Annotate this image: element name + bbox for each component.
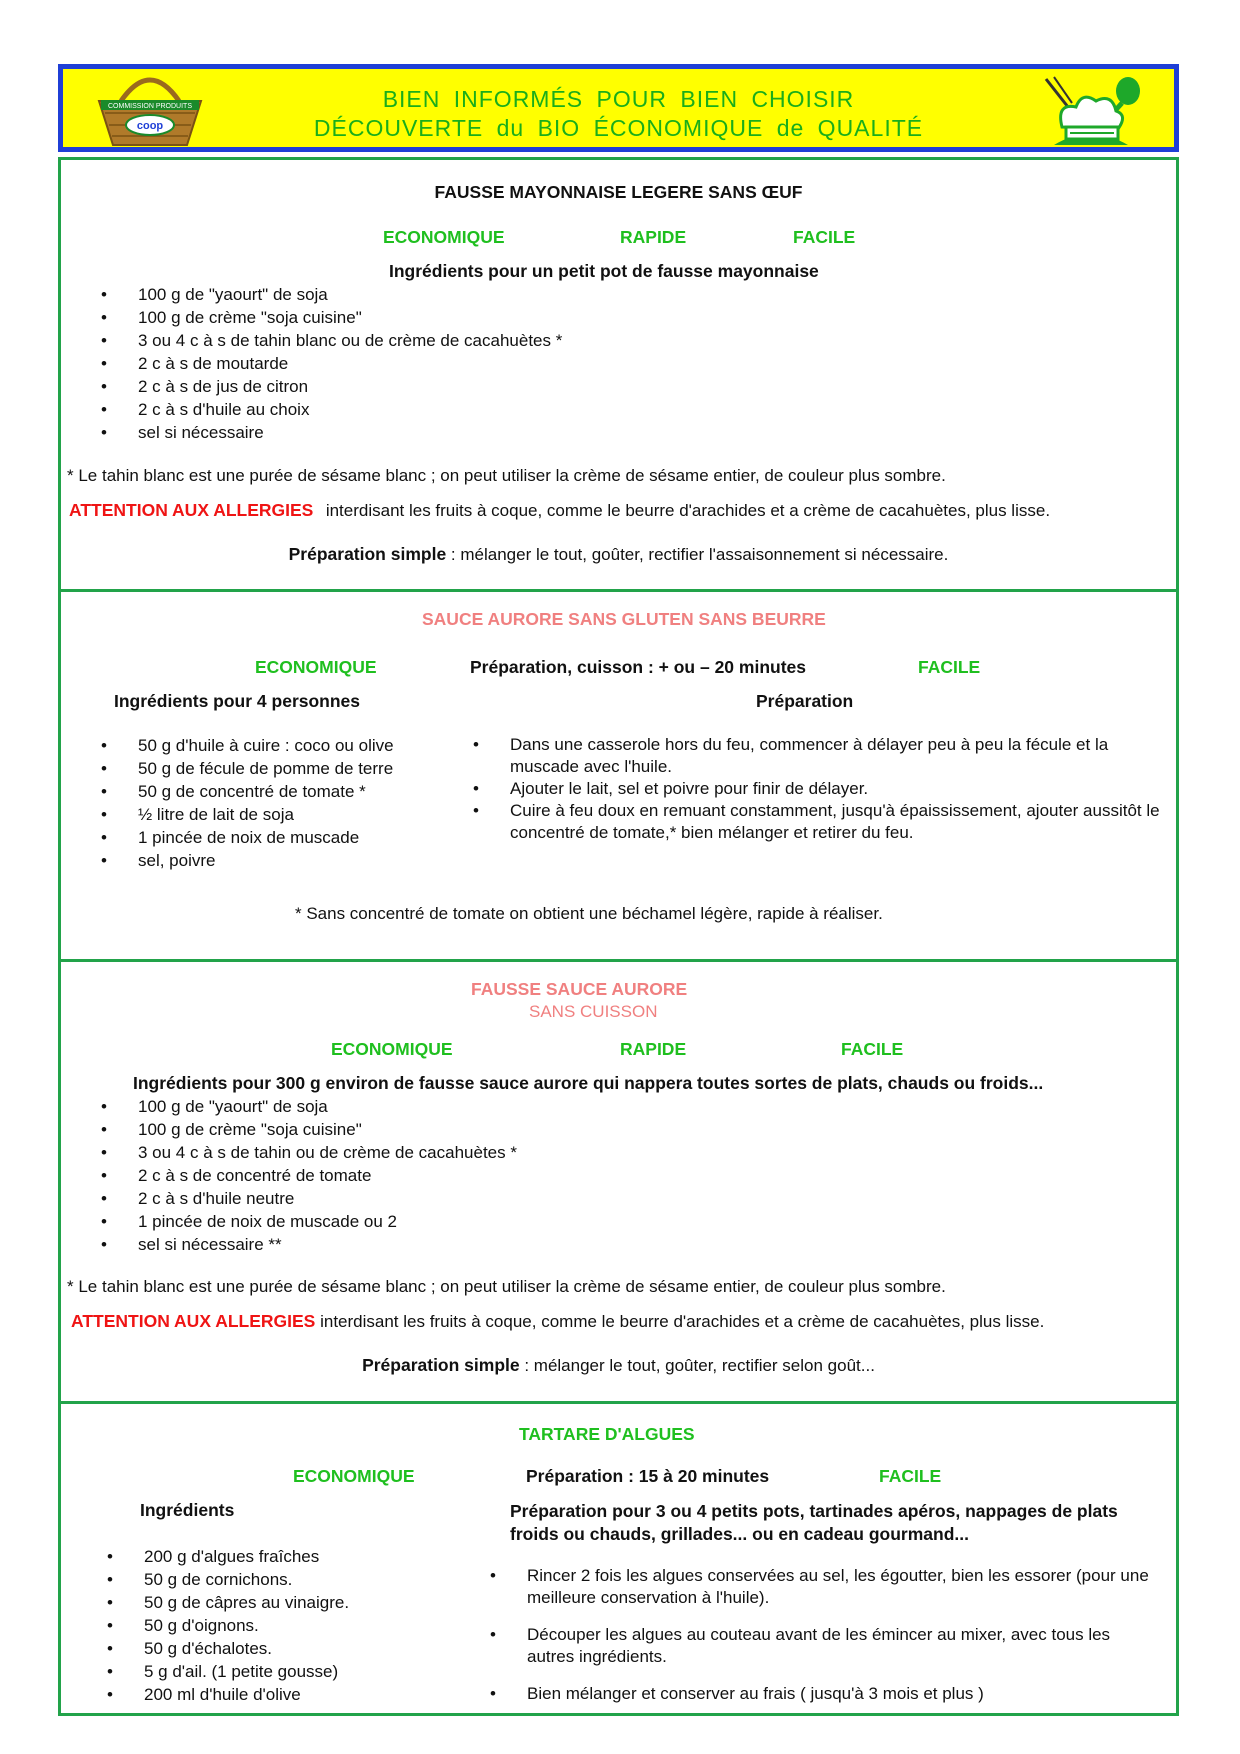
recipe2-tag-facile: FACILE: [918, 657, 981, 677]
prep-label: Préparation simple: [288, 544, 447, 564]
recipe1-tag-rapide: RAPIDE: [620, 227, 687, 247]
list-item: • 50 g de fécule de pomme de terre: [101, 757, 394, 780]
logo-left-text1: COMMISSION PRODUITS: [107, 103, 193, 110]
recipe1-ingredients-title: Ingrédients pour un petit pot de fausse mayonnaise: [389, 261, 819, 281]
list-item: • ½ litre de lait de soja: [101, 803, 394, 826]
recipe3-tag-rapide: RAPIDE: [620, 1039, 687, 1059]
list-item: • sel si nécessaire **: [101, 1233, 517, 1256]
recipe1-note: * Le tahin blanc est une purée de sésame blanc ; on peut utiliser la crème de sésame entier, de couleur plus sombre.: [67, 466, 946, 485]
recipe-sauce-aurore: [58, 592, 1179, 962]
list-item: • 1 pincée de noix de muscade ou 2: [101, 1210, 517, 1233]
list-item: • sel si nécessaire: [101, 421, 562, 444]
prep-label: Préparation simple: [362, 1355, 520, 1375]
recipe4-ingredients-list: [107, 1545, 349, 1706]
recipe3-ingredients-title: Ingrédients pour 300 g environ de fausse sauce aurore qui nappera toutes sortes de plats, chauds ou froids...: [133, 1073, 1044, 1093]
list-item: • 1 pincée de noix de muscade: [101, 826, 394, 849]
recipe-fausse-sauce-aurore: [58, 962, 1179, 1404]
recipe4-prep-title: Préparation pour 3 ou 4 petits pots, tartinades apéros, nappages de plats froids ou chauds, grillades... ou en cadeau gourmand...: [510, 1501, 1118, 1544]
recipe2-ingredients-list: [101, 734, 394, 872]
allergy-warning-text: interdisant les fruits à coque, comme le beurre d'arachides et a crème de cacahuètes, plus lisse.: [315, 1312, 1045, 1331]
list-item: • 100 g de "yaourt" de soja: [101, 1095, 517, 1118]
list-item: • 50 g de câpres au vinaigre.: [107, 1591, 349, 1614]
recipe2-note: * Sans concentré de tomate on obtient une béchamel légère, rapide à réaliser.: [295, 904, 883, 923]
list-item: • Découper les algues au couteau avant de les émincer au mixer, avec tous les autres ingrédients.: [490, 1624, 1160, 1668]
recipe1-tag-economique: ECONOMIQUE: [383, 227, 505, 247]
recipe-tartare-algues: [58, 1404, 1179, 1716]
chef-hat-cutlery-icon: [1032, 73, 1148, 151]
list-item: • Dans une casserole hors du feu, commencer à délayer peu à peu la fécule et la muscade avec l'huile.: [473, 734, 1168, 778]
recipe1-prep-line: [61, 544, 1176, 565]
recipe2-steps-list: [473, 734, 1168, 844]
list-item: • 3 ou 4 c à s de tahin blanc ou de crème de cacahuètes *: [101, 329, 562, 352]
recipe4-steps-list: [490, 1565, 1160, 1705]
prep-text: : mélanger le tout, goûter, rectifier selon goût...: [519, 1356, 875, 1375]
header-line1: BIEN INFORMÉS POUR BIEN CHOISIR: [382, 86, 855, 112]
recipe2-title: SAUCE AURORE SANS GLUTEN SANS BEURRE: [422, 609, 826, 629]
recipe2-ingredients-title: Ingrédients pour 4 personnes: [114, 691, 361, 711]
recipe4-title: TARTARE D'ALGUES: [519, 1424, 695, 1444]
list-item: • 100 g de crème "soja cuisine": [101, 1118, 517, 1141]
allergy-warning-text: interdisant les fruits à coque, comme le beurre d'arachides et a crème de cacahuètes, plus lisse.: [325, 501, 1051, 520]
page-header: [58, 64, 1179, 152]
list-item: • 2 c à s de concentré de tomate: [101, 1164, 517, 1187]
prep-text: : mélanger le tout, goûter, rectifier l'assaisonnement si nécessaire.: [446, 545, 949, 564]
recipe4-tag-facile: FACILE: [879, 1466, 942, 1486]
list-item: • Rincer 2 fois les algues conservées au sel, les égoutter, bien les essorer (pour une meilleure conservation à l'huile).: [490, 1565, 1160, 1609]
recipe-fausse-mayonnaise: [58, 157, 1179, 592]
recipe2-tag-time: Préparation, cuisson : + ou – 20 minutes: [470, 657, 806, 677]
recipe3-tag-facile: FACILE: [841, 1039, 904, 1059]
recipe1-title: FAUSSE MAYONNAISE LEGERE SANS ŒUF: [434, 182, 803, 202]
list-item: • 200 ml d'huile d'olive: [107, 1683, 349, 1706]
recipe1-tag-facile: FACILE: [793, 227, 856, 247]
list-item: • 100 g de "yaourt" de soja: [101, 283, 562, 306]
recipe3-allergy-line: [71, 1311, 1044, 1332]
logo-left-text2: coop: [136, 120, 164, 132]
recipe2-tag-economique: ECONOMIQUE: [255, 657, 377, 677]
header-line2: DÉCOUVERTE du BIO ÉCONOMIQUE de QUALITÉ: [313, 115, 924, 141]
list-item: • 100 g de crème "soja cuisine": [101, 306, 562, 329]
list-item: • 2 c à s d'huile neutre: [101, 1187, 517, 1210]
recipe3-note: * Le tahin blanc est une purée de sésame blanc ; on peut utiliser la crème de sésame entier, de couleur plus sombre.: [67, 1277, 946, 1296]
list-item: • sel, poivre: [101, 849, 394, 872]
recipe3-prep-line: [61, 1355, 1176, 1376]
allergy-warning-label: ATTENTION AUX ALLERGIES: [71, 1311, 316, 1331]
list-item: • 2 c à s de jus de citron: [101, 375, 562, 398]
recipe4-ingredients-title: Ingrédients: [140, 1500, 235, 1520]
recipe3-tag-economique: ECONOMIQUE: [331, 1039, 453, 1059]
recipe3-ingredients-list: [101, 1095, 517, 1256]
allergy-warning-label: ATTENTION AUX ALLERGIES: [69, 500, 314, 520]
recipe3-title: FAUSSE SAUCE AURORE: [471, 979, 688, 999]
list-item: • 200 g d'algues fraîches: [107, 1545, 349, 1568]
recipe4-tag-economique: ECONOMIQUE: [293, 1466, 415, 1486]
list-item: • 50 g d'échalotes.: [107, 1637, 349, 1660]
list-item: • 50 g d'oignons.: [107, 1614, 349, 1637]
list-item: • 50 g de concentré de tomate *: [101, 780, 394, 803]
list-item: • 3 ou 4 c à s de tahin ou de crème de cacahuètes *: [101, 1141, 517, 1164]
list-item: • Bien mélanger et conserver au frais ( jusqu'à 3 mois et plus ): [490, 1683, 1160, 1705]
recipe1-ingredients-list: [101, 283, 562, 444]
list-item: • 50 g de cornichons.: [107, 1568, 349, 1591]
list-item: • 2 c à s d'huile au choix: [101, 398, 562, 421]
recipe3-subtitle: SANS CUISSON: [529, 1002, 658, 1021]
recipe4-tag-time: Préparation : 15 à 20 minutes: [526, 1466, 770, 1486]
list-item: • 5 g d'ail. (1 petite gousse): [107, 1660, 349, 1683]
list-item: • 50 g d'huile à cuire : coco ou olive: [101, 734, 394, 757]
recipe1-allergy-line: [69, 500, 1050, 521]
list-item: • 2 c à s de moutarde: [101, 352, 562, 375]
list-item: • Cuire à feu doux en remuant constamment, jusqu'à épaississement, ajouter aussitôt le concentré de tomate,* bien mélanger et retirer du feu.: [473, 800, 1168, 844]
list-item: • Ajouter le lait, sel et poivre pour finir de délayer.: [473, 778, 1168, 800]
recipe2-prep-title: Préparation: [756, 691, 854, 711]
